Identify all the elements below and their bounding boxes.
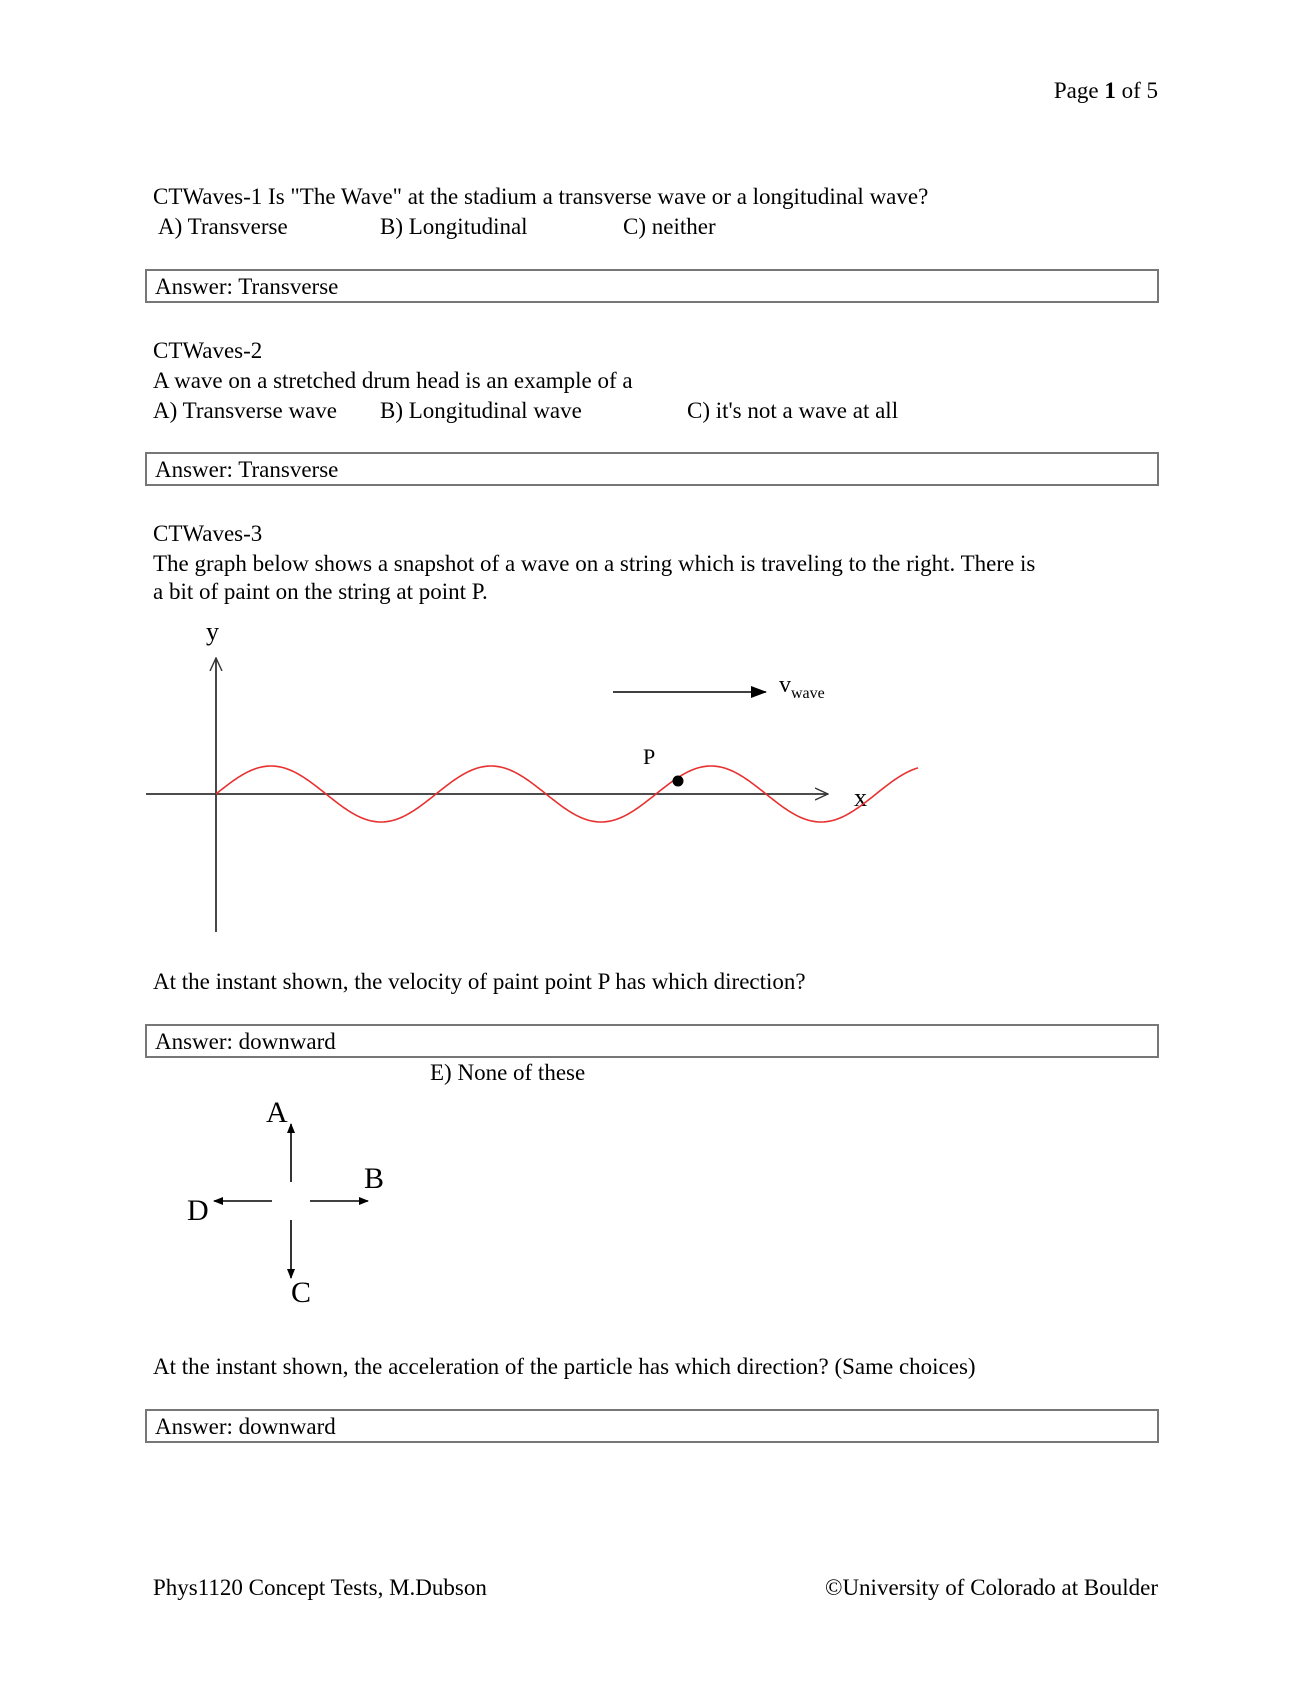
direction-a-label: A: [266, 1096, 288, 1129]
q2-answer: Answer: Transverse: [155, 457, 339, 482]
q3-title: CTWaves-3: [153, 521, 263, 546]
choice-e: E) None of these: [430, 1060, 586, 1085]
q1-choice-a: A) Transverse: [158, 214, 288, 239]
y-axis-label: y: [206, 617, 219, 646]
q1-choice-c: C) neither: [623, 214, 716, 239]
q2-text: A wave on a stretched drum head is an example of a: [153, 368, 633, 393]
q3-answer-acceleration-box: [145, 1409, 1159, 1443]
x-axis-label: x: [854, 783, 867, 812]
velocity-question: At the instant shown, the velocity of paint point P has which direction?: [153, 969, 806, 994]
direction-b-label: B: [364, 1162, 385, 1195]
q2-choice-c: C) it's not a wave at all: [687, 398, 899, 423]
q3-answer-acceleration: Answer: downward: [155, 1414, 336, 1439]
direction-d-label: D: [187, 1194, 209, 1227]
footer-left: Phys1120 Concept Tests, M.Dubson: [153, 1575, 487, 1600]
q2-choice-a: A) Transverse wave: [153, 398, 337, 423]
q2-title: CTWaves-2: [153, 338, 263, 363]
q3-answer-velocity: Answer: downward: [155, 1029, 336, 1054]
footer-right: ©University of Colorado at Boulder: [824, 1575, 1158, 1600]
wave-velocity-label: $v_{wave}$: [779, 672, 825, 702]
q1-choice-b: B) Longitudinal: [380, 214, 528, 239]
point-p-dot: [673, 776, 684, 787]
q1-answer: Answer: Transverse: [155, 274, 339, 299]
q3-text-line1: The graph below shows a snapshot of a wave on a string which is traveling to the right. There is: [153, 551, 1036, 576]
direction-c-label: C: [291, 1276, 312, 1309]
q3-answer-velocity-box: [145, 1024, 1159, 1058]
q1-text: CTWaves-1 Is "The Wave" at the stadium a transverse wave or a longitudinal wave?: [153, 184, 929, 209]
page-number: Page 1 of 5: [1053, 78, 1158, 103]
q3-text-line2: a bit of paint on the string at point P.: [153, 579, 488, 604]
q2-choice-b: B) Longitudinal wave: [380, 398, 582, 423]
acceleration-question: At the instant shown, the acceleration of the particle has which direction? (Same choices): [153, 1354, 976, 1379]
point-p-label: P: [643, 744, 656, 769]
